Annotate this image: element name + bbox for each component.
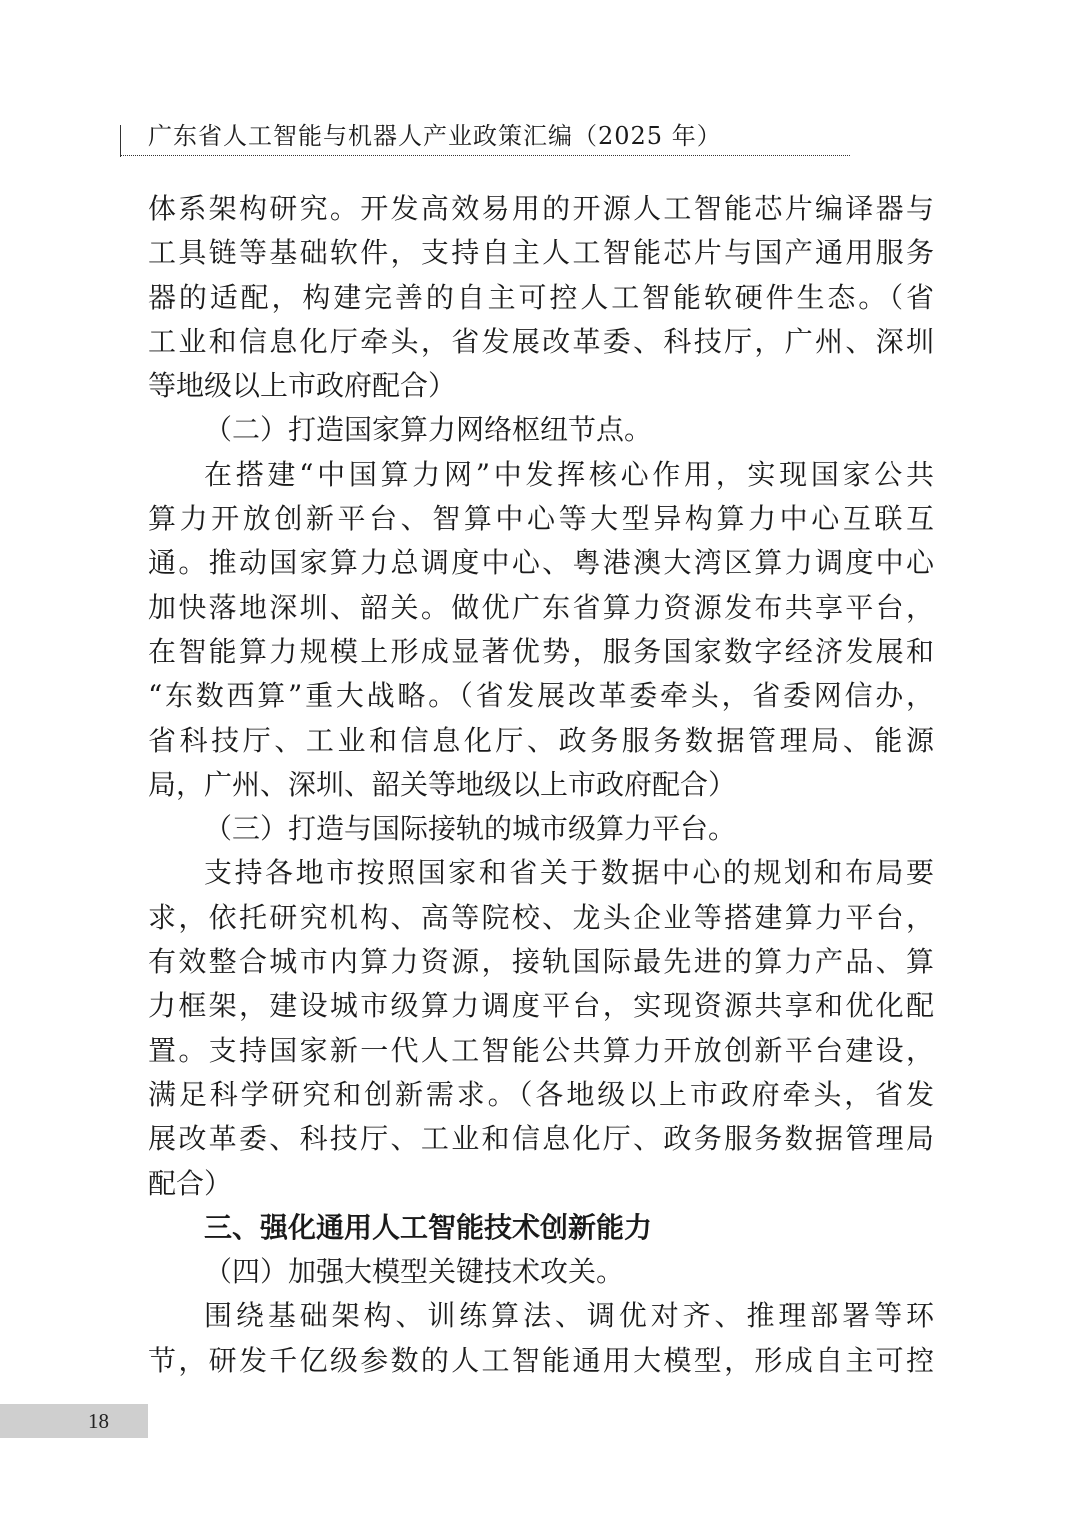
- body-line: 体系架构研究。开发高效易用的开源人工智能芯片编译器与: [148, 192, 934, 225]
- body-line: 省科技厅、工业和信息化厅、政务服务数据管理局、能源: [148, 723, 934, 757]
- body-line: 求，依托研究机构、高等院校、龙头企业等搭建算力平台，: [148, 900, 934, 934]
- body-line: 加快落地深圳、韶关。做优广东省算力资源发布共享平台，: [148, 590, 934, 624]
- running-header-title: 广东省人工智能与机器人产业政策汇编（2025 年）: [148, 122, 722, 150]
- body-line: 局，广州、深圳、韶关等地级以上市政府配合）: [148, 767, 737, 801]
- body-line: 配合）: [148, 1166, 233, 1200]
- body-line: 节，研发千亿级参数的人工智能通用大模型，形成自主可控: [148, 1343, 934, 1377]
- paragraph-first-line: 支持各地市按照国家和省关于数据中心的规划和布局要: [204, 856, 934, 890]
- body-line: “东数西算”重大战略。（省发展改革委牵头，省委网信办，: [148, 679, 934, 713]
- body-line: 展改革委、科技厅、工业和信息化厅、政务服务数据管理局: [148, 1122, 934, 1156]
- footer-page-tab: [0, 1404, 148, 1438]
- body-line: 通。推动国家算力总调度中心、粤港澳大湾区算力调度中心: [148, 546, 934, 580]
- header-dotted-rule: [120, 155, 850, 156]
- header-vertical-rule: [120, 125, 121, 157]
- section-heading-3: （三）打造与国际接轨的城市级算力平台。: [204, 812, 737, 846]
- body-line: 工具链等基础软件，支持自主人工智能芯片与国产通用服务: [148, 236, 934, 270]
- section-heading-4: （四）加强大模型关键技术攻关。: [204, 1255, 625, 1289]
- paragraph-first-line: 围绕基础架构、训练算法、调优对齐、推理部署等环: [204, 1299, 934, 1333]
- body-line: 置。支持国家新一代人工智能公共算力开放创新平台建设，: [148, 1033, 934, 1067]
- chapter-heading-3: 三、强化通用人工智能技术创新能力: [204, 1210, 653, 1244]
- body-line: 满足科学研究和创新需求。（各地级以上市政府牵头，省发: [148, 1077, 934, 1111]
- page-number: 18: [88, 1409, 109, 1433]
- body-line: 工业和信息化厅牵头，省发展改革委、科技厅，广州、深圳: [148, 324, 934, 358]
- body-line: 算力开放创新平台、智算中心等大型异构算力中心互联互: [148, 502, 934, 536]
- body-line: 等地级以上市政府配合）: [148, 369, 457, 403]
- body-line: 器的适配，构建完善的自主可控人工智能软硬件生态。（省: [148, 280, 934, 314]
- body-line: 有效整合城市内算力资源，接轨国际最先进的算力产品、算: [148, 945, 934, 979]
- paragraph-first-line: 在搭建“中国算力网”中发挥核心作用，实现国家公共: [204, 457, 934, 491]
- body-line: 力框架，建设城市级算力调度平台，实现资源共享和优化配: [148, 989, 934, 1023]
- body-line: 在智能算力规模上形成显著优势，服务国家数字经济发展和: [148, 634, 934, 668]
- section-heading-2: （二）打造国家算力网络枢纽节点。: [204, 413, 653, 447]
- page-body: [148, 187, 934, 1383]
